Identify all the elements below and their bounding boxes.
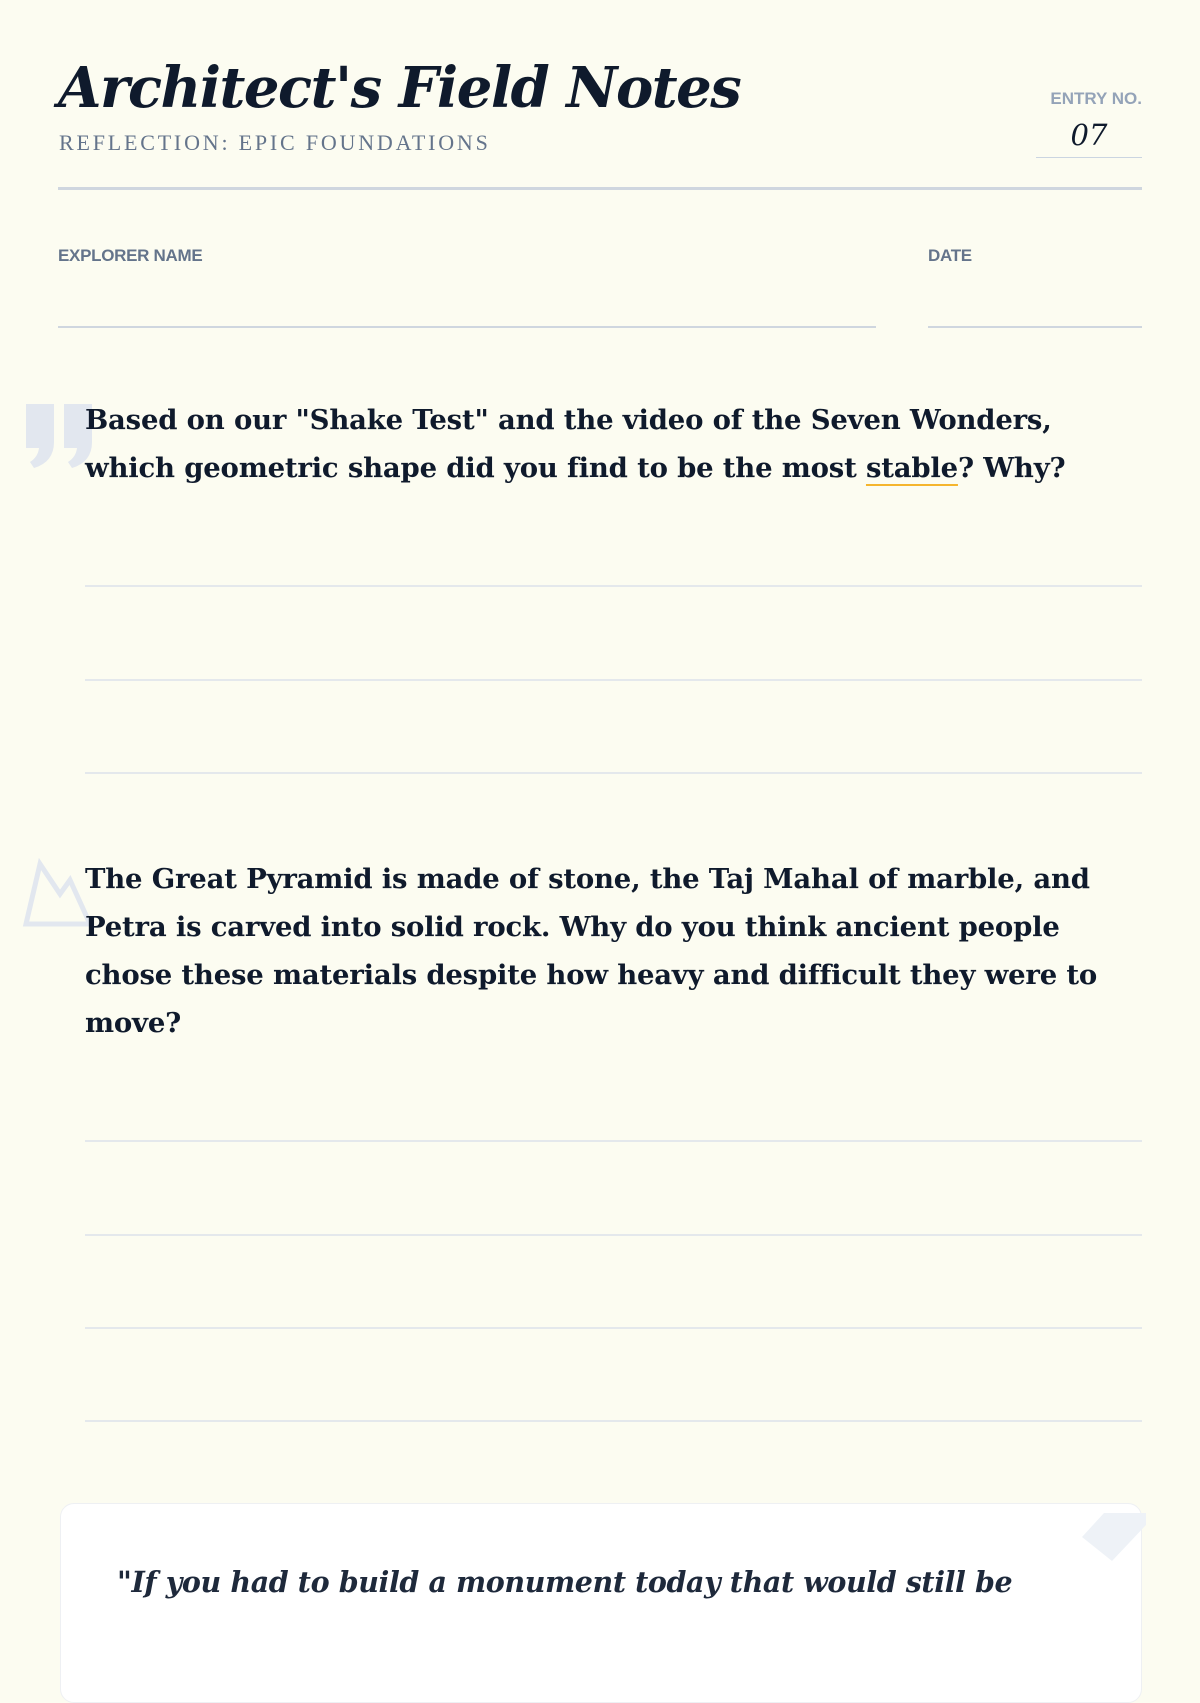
answer-line[interactable] [85, 1234, 1142, 1236]
entry-number-label: ENTRY NO. [1050, 89, 1142, 108]
answer-line[interactable] [85, 772, 1142, 774]
question-1-text: Based on our "Shake Test" and the video of the Seven Wonders, which geometric shape did you find to be the most [85, 404, 1052, 484]
question-1 [85, 396, 1145, 492]
mountain-icon [22, 858, 94, 928]
entry-number-value: 07 [1036, 116, 1142, 158]
answer-line[interactable] [85, 1420, 1142, 1422]
diamond-icon [1082, 1513, 1146, 1561]
answer-line[interactable] [85, 1327, 1142, 1329]
quote-icon [24, 402, 94, 470]
quote-card-text: "If you had to build a monument today that would still be [117, 1565, 1013, 1599]
quote-card [60, 1503, 1142, 1703]
answer-line[interactable] [85, 1140, 1142, 1142]
date-label: DATE [928, 246, 972, 265]
question-1-highlight: stable [865, 452, 958, 484]
page-subtitle: REFLECTION: EPIC FOUNDATIONS [59, 130, 491, 155]
answer-line[interactable] [85, 679, 1142, 681]
explorer-name-field[interactable] [58, 326, 876, 328]
explorer-name-label: EXPLORER NAME [58, 246, 203, 265]
answer-line[interactable] [85, 585, 1142, 587]
date-field[interactable] [928, 326, 1142, 328]
header-divider [58, 187, 1142, 190]
question-1-text-end: ? Why? [957, 452, 1066, 484]
question-2: The Great Pyramid is made of stone, the Taj Mahal of marble, and Petra is carved into solid rock. Why do you think ancient people chose these materials despite how heavy and difficult they were to move? [85, 863, 1098, 1039]
page-title: Architect's Field Notes [58, 55, 741, 121]
